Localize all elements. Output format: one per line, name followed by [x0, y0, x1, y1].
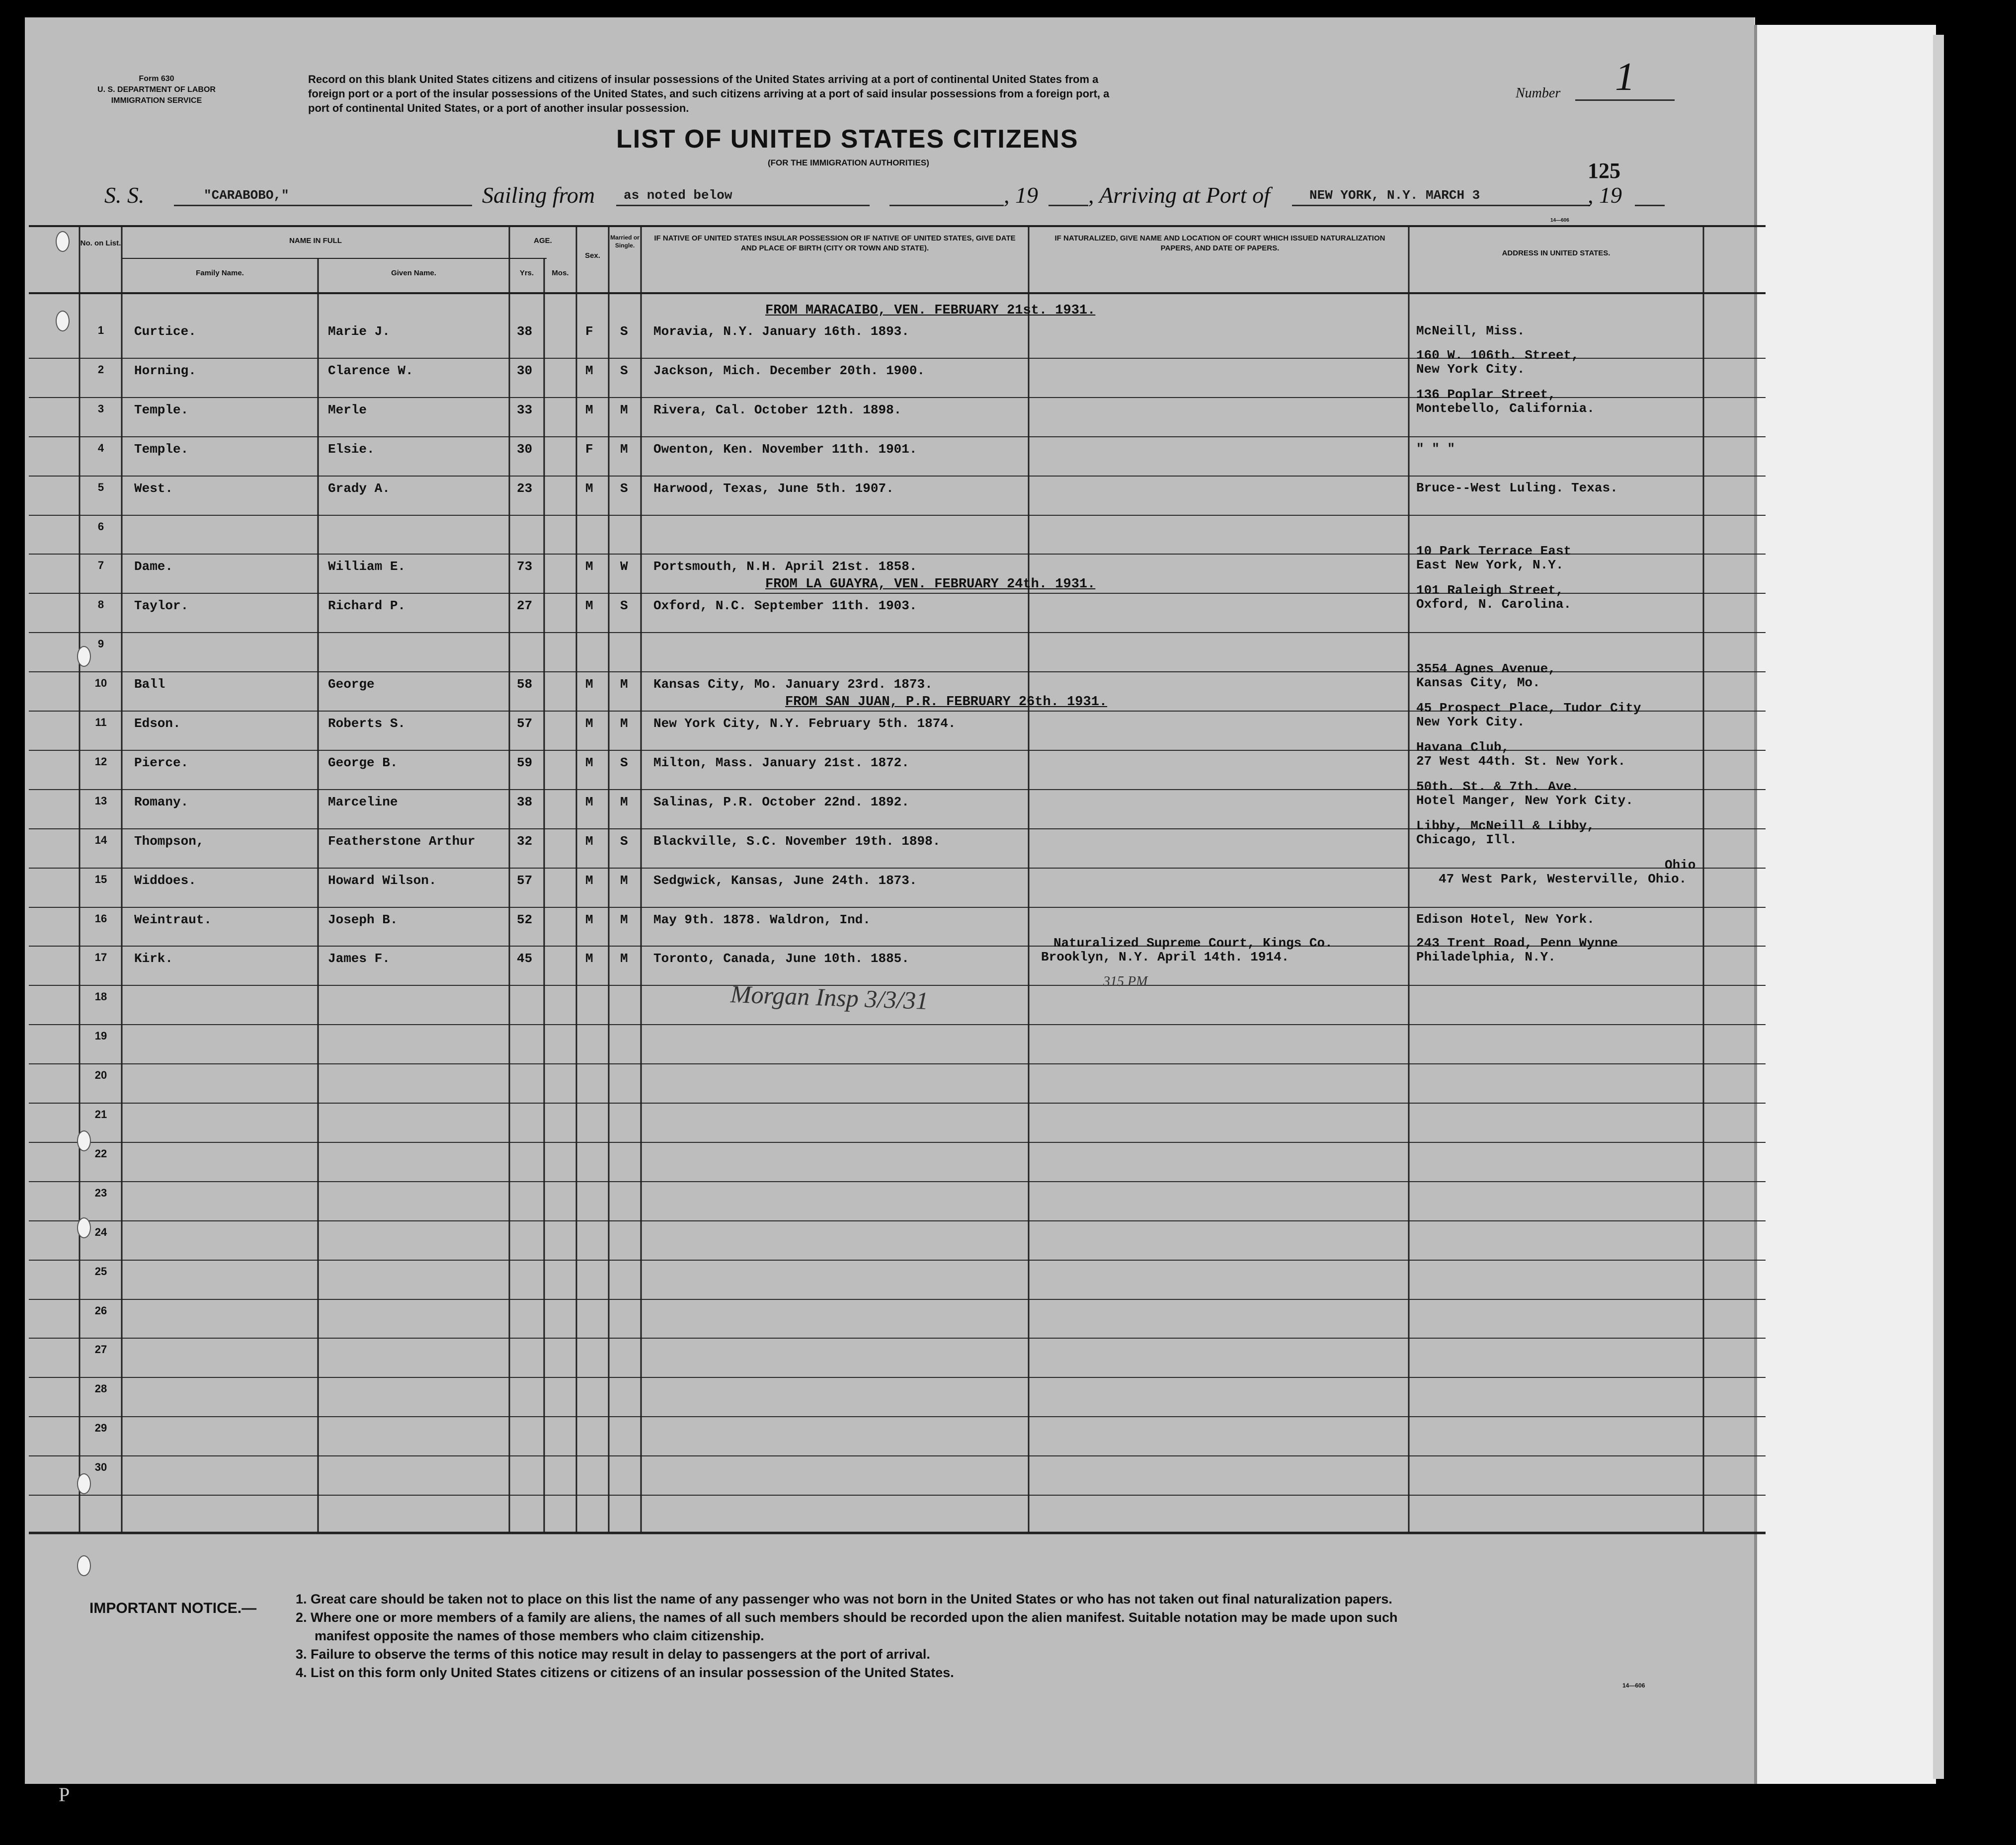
cell-family: Taylor.: [134, 598, 189, 613]
intro-line: port of continental United States, or a port of another insular possession.: [308, 102, 689, 114]
cell-given: William E.: [328, 559, 406, 574]
cell-birth: May 9th. 1878. Waldron, Ind.: [653, 912, 871, 927]
header-naturalized: IF NATURALIZED, GIVE NAME AND LOCATION OF COURT WHICH ISSUED NATURALIZATION PAPERS, AND DATE OF PAPERS.: [1054, 234, 1385, 252]
cell-family: West.: [134, 481, 173, 496]
cell-address-line2: 47 West Park, Westerville, Ohio.: [1439, 872, 1687, 886]
cell-yrs: 52: [517, 912, 533, 927]
cell-birth: Salinas, P.R. October 22nd. 1892.: [653, 795, 909, 809]
header-mos: Mos.: [552, 269, 569, 277]
row-number: 29: [94, 1422, 107, 1434]
row-number: 13: [94, 795, 107, 807]
cell-sex: M: [585, 951, 593, 966]
cell-address-line2: New York City.: [1416, 362, 1525, 377]
form-number: Form 630: [139, 75, 174, 83]
cell-ms: M: [620, 873, 628, 888]
row-number: 15: [94, 873, 107, 885]
cell-ms: S: [620, 363, 628, 378]
cell-ms: M: [620, 951, 628, 966]
cell-given: Elsie.: [328, 442, 375, 457]
header-age: AGE.: [534, 237, 552, 245]
row-number: 23: [94, 1187, 107, 1199]
row-number: 18: [94, 990, 107, 1003]
page-stamp: 125: [1588, 159, 1620, 183]
cell-ms: M: [620, 442, 628, 457]
binder-hole: [77, 1555, 91, 1576]
header-birth: IF NATIVE OF UNITED STATES INSULAR POSSESSION OR IF NATIVE OF UNITED STATES, GIVE DATE AND PLACE OF BIRTH (CITY OR TOWN AND STATE).: [654, 234, 1016, 252]
notice-item: 2. Where one or more members of a family are aliens, the names of all such members should be recorded upon the alien manifest. Suitable notation may be made upon such: [296, 1610, 1398, 1625]
ss-label: S. S.: [104, 182, 145, 208]
cell-family: Curtice.: [134, 324, 196, 339]
cell-ms: W: [620, 559, 628, 574]
cell-birth: Blackville, S.C. November 19th. 1898.: [653, 834, 941, 849]
cell-birth: Jackson, Mich. December 20th. 1900.: [653, 363, 925, 378]
year-label-1: , 19: [1004, 182, 1038, 208]
cell-birth: Harwood, Texas, June 5th. 1907.: [653, 481, 894, 496]
row-number: 20: [94, 1069, 107, 1081]
row-number: 5: [97, 481, 104, 493]
binder-hole: [56, 231, 70, 252]
printer-mark-bottom: 14—606: [1622, 1682, 1645, 1689]
cell-yrs: 38: [517, 324, 533, 339]
cell-address-line1: 136 Poplar Street,: [1416, 387, 1556, 402]
cell-family: Widdoes.: [134, 873, 196, 888]
row-number: 28: [94, 1382, 107, 1395]
row-number: 24: [94, 1226, 107, 1238]
cell-address-line2: Kansas City, Mo.: [1416, 675, 1540, 690]
cell-given: Marceline: [328, 795, 398, 809]
inspector-note: Morgan Insp 3/3/31: [730, 980, 929, 1015]
cell-sex: M: [585, 873, 593, 888]
year-label-2: , 19: [1588, 182, 1622, 208]
notice-body: [296, 1590, 1398, 1682]
cell-birth: Kansas City, Mo. January 23rd. 1873.: [653, 677, 933, 692]
department-name: U. S. DEPARTMENT OF LABOR: [97, 85, 216, 94]
row-number: 25: [94, 1265, 107, 1278]
cell-family: Pierce.: [134, 755, 189, 770]
cell-address-line2: New York City.: [1416, 715, 1525, 729]
header-family-name: Family Name.: [196, 269, 244, 277]
cell-birth: Portsmouth, N.H. April 21st. 1858.: [653, 559, 917, 574]
cell-address-line1: 3554 Agnes Avenue,: [1416, 661, 1556, 676]
cell-sex: M: [585, 912, 593, 927]
row-number: 30: [94, 1461, 107, 1473]
cell-sex: M: [585, 363, 593, 378]
row-number: 26: [94, 1304, 107, 1317]
cell-family: Edson.: [134, 716, 181, 731]
cell-address-line1: 243 Trent Road, Penn Wynne: [1416, 936, 1618, 951]
row-number: 7: [97, 559, 104, 571]
cell-sex: M: [585, 481, 593, 496]
notice-item: 3. Failure to observe the terms of this notice may result in delay to passengers at the port of arrival.: [296, 1647, 930, 1662]
cell-yrs: 23: [517, 481, 533, 496]
row-number: 21: [94, 1108, 107, 1121]
row-number: 2: [97, 363, 104, 376]
intro-line: Record on this blank United States citizens and citizens of insular possessions of the United States arriving at a port of continental United States from a: [308, 73, 1099, 85]
cell-sex: F: [585, 324, 593, 339]
inspector-time: 315 PM: [1103, 974, 1148, 989]
cell-address-line2: 27 West 44th. St. New York.: [1416, 754, 1626, 769]
cell-given: George: [328, 677, 375, 692]
cell-birth: Rivera, Cal. October 12th. 1898.: [653, 402, 902, 417]
page-subtitle: (FOR THE IMMIGRATION AUTHORITIES): [768, 158, 929, 167]
cell-family: Temple.: [134, 442, 189, 457]
header-married-single: Married or Single.: [610, 234, 640, 249]
cell-address-line1: 160 W. 106th. Street,: [1416, 348, 1579, 363]
arriving-label: , Arriving at Port of: [1088, 182, 1270, 208]
header-given-name: Given Name.: [391, 269, 436, 277]
cell-naturalization-line1: Naturalized Supreme Court, Kings Co.: [1053, 936, 1333, 951]
binder-hole: [77, 1473, 91, 1494]
cell-family: Ball: [134, 677, 165, 692]
row-number: 19: [94, 1030, 107, 1042]
port-value: NEW YORK, N.Y. MARCH 3: [1309, 188, 1480, 203]
row-number: 6: [97, 520, 104, 533]
cell-sex: F: [585, 442, 593, 457]
cell-address-line1: McNeill, Miss.: [1416, 323, 1525, 338]
cell-address-line2: Montebello, California.: [1416, 401, 1595, 416]
cell-address-line1: Havana Club,: [1416, 740, 1510, 755]
cell-ms: M: [620, 402, 628, 417]
cell-address-line1: 45 Prospect Place, Tudor City: [1416, 701, 1641, 716]
row-number: 17: [94, 951, 107, 963]
cell-given: Richard P.: [328, 598, 406, 613]
cell-yrs: 32: [517, 834, 533, 849]
list-number: 1: [1615, 55, 1635, 99]
cell-address-line1: 10 Park Terrace East: [1416, 544, 1572, 559]
cell-given: George B.: [328, 755, 398, 770]
header-no-on-list: No. on List.: [80, 239, 121, 247]
cell-yrs: 58: [517, 677, 533, 692]
cell-yrs: 27: [517, 598, 533, 613]
cell-address-line1: Bruce--West Luling. Texas.: [1416, 481, 1618, 495]
cell-given: Marie J.: [328, 324, 390, 339]
ship-name: "CARABOBO,": [204, 188, 289, 203]
row-number: 27: [94, 1343, 107, 1356]
row-number: 1: [97, 324, 104, 336]
cell-family: Horning.: [134, 363, 196, 378]
cell-yrs: 33: [517, 402, 533, 417]
cell-sex: M: [585, 834, 593, 849]
cell-birth: Sedgwick, Kansas, June 24th. 1873.: [653, 873, 917, 888]
cell-birth: Moravia, N.Y. January 16th. 1893.: [653, 324, 909, 339]
cell-sex: M: [585, 402, 593, 417]
cell-given: Joseph B.: [328, 912, 398, 927]
row-number: 10: [94, 677, 107, 689]
cell-given: Roberts S.: [328, 716, 406, 731]
corner-mark: P: [59, 1783, 70, 1806]
cell-birth: Milton, Mass. January 21st. 1872.: [653, 755, 909, 770]
printer-mark-top: 14—606: [1550, 218, 1569, 223]
cell-address-line2: East New York, N.Y.: [1416, 558, 1564, 572]
cell-sex: M: [585, 559, 593, 574]
cell-address-line1: Libby, McNeill & Libby,: [1416, 818, 1595, 833]
cell-ms: M: [620, 677, 628, 692]
notice-heading: IMPORTANT NOTICE.—: [89, 1600, 257, 1616]
notice-item: 1. Great care should be taken not to place on this list the name of any passenger who was not born in the United States or who has not taken out final naturalization papers.: [296, 1592, 1392, 1606]
row-number: 11: [95, 716, 107, 728]
row-number: 8: [97, 598, 104, 611]
cell-ms: M: [620, 912, 628, 927]
cell-yrs: 59: [517, 755, 533, 770]
cell-sex: M: [585, 677, 593, 692]
row-number: 9: [97, 638, 104, 650]
cell-family: Weintraut.: [134, 912, 212, 927]
header-yrs: Yrs.: [519, 269, 534, 277]
cell-ms: S: [620, 598, 628, 613]
cell-yrs: 45: [517, 951, 533, 966]
cell-birth: Toronto, Canada, June 10th. 1885.: [653, 951, 909, 966]
binder-hole: [77, 646, 91, 667]
cell-sex: M: [585, 716, 593, 731]
cell-address-line1: 101 Raleigh Street,: [1416, 583, 1564, 598]
cell-ms: M: [620, 795, 628, 809]
cell-ms: S: [620, 834, 628, 849]
cell-sex: M: [585, 795, 593, 809]
cell-ms: S: [620, 481, 628, 496]
cell-family: Temple.: [134, 402, 189, 417]
cell-birth: Oxford, N.C. September 11th. 1903.: [653, 598, 917, 613]
cell-sex: M: [585, 598, 593, 613]
sailing-label: Sailing from: [482, 182, 595, 208]
row-number: 22: [94, 1147, 107, 1160]
cell-naturalization-line2: Brooklyn, N.Y. April 14th. 1914.: [1041, 950, 1290, 964]
cell-address-line2: Oxford, N. Carolina.: [1416, 597, 1572, 612]
cell-family: Kirk.: [134, 951, 173, 966]
number-label: Number: [1516, 85, 1561, 101]
cell-yrs: 57: [517, 873, 533, 888]
cell-sex: M: [585, 755, 593, 770]
intro-line: foreign port or a port of the insular possessions of the United States, and such citizens arriving at a port of said insular possessions from a foreign port, a: [308, 87, 1110, 100]
cell-given: Howard Wilson.: [328, 873, 437, 888]
cell-yrs: 38: [517, 795, 533, 809]
header-address: ADDRESS IN UNITED STATES.: [1502, 249, 1611, 257]
cell-address-line1: Ohio: [1665, 858, 1696, 873]
cell-family: Dame.: [134, 559, 173, 574]
cell-given: Clarence W.: [328, 363, 413, 378]
section-heading: FROM SAN JUAN, P.R. FEBRUARY 26th. 1931.: [785, 695, 1108, 710]
page-title: LIST OF UNITED STATES CITIZENS: [616, 125, 1079, 154]
row-number: 16: [94, 912, 107, 925]
cell-yrs: 57: [517, 716, 533, 731]
row-number: 3: [97, 402, 104, 415]
cell-given: Featherstone Arthur: [328, 834, 476, 849]
notice-item: manifest opposite the names of those members who claim citizenship.: [315, 1628, 764, 1643]
row-number: 14: [94, 834, 107, 846]
binder-hole: [77, 1130, 91, 1151]
cell-yrs: 30: [517, 363, 533, 378]
cell-family: Thompson,: [134, 834, 204, 849]
cell-given: James F.: [328, 951, 390, 966]
cell-ms: S: [620, 324, 628, 339]
row-number: 12: [94, 755, 107, 768]
cell-address-line1: " " ": [1416, 441, 1455, 456]
sailing-value: as noted below: [624, 188, 732, 203]
service-name: IMMIGRATION SERVICE: [111, 96, 202, 105]
section-heading: FROM LA GUAYRA, VEN. FEBRUARY 24th. 1931.: [765, 577, 1096, 592]
notice-item: 4. List on this form only United States citizens or citizens of an insular possession of the United States.: [296, 1665, 954, 1680]
cell-birth: Owenton, Ken. November 11th. 1901.: [653, 442, 917, 457]
binder-hole: [56, 311, 70, 331]
cell-ms: M: [620, 716, 628, 731]
header-sex: Sex.: [585, 251, 600, 260]
cell-birth: New York City, N.Y. February 5th. 1874.: [653, 716, 956, 731]
cell-address-line2: Chicago, Ill.: [1416, 832, 1517, 847]
cell-family: Romany.: [134, 795, 189, 809]
cell-ms: S: [620, 755, 628, 770]
header-name-in-full: NAME IN FULL: [289, 237, 342, 245]
section-heading: FROM MARACAIBO, VEN. FEBRUARY 21st. 1931.: [765, 303, 1096, 318]
cell-address-line1: 50th. St. & 7th. Ave.: [1416, 779, 1579, 794]
cell-address-line1: Edison Hotel, New York.: [1416, 912, 1595, 927]
cell-address-line2: Hotel Manger, New York City.: [1416, 793, 1633, 808]
row-number: 4: [97, 442, 104, 454]
cell-given: Grady A.: [328, 481, 390, 496]
cell-yrs: 73: [517, 559, 533, 574]
binder-hole: [77, 1217, 91, 1238]
cell-yrs: 30: [517, 442, 533, 457]
cell-address-line2: Philadelphia, N.Y.: [1416, 950, 1556, 964]
cell-given: Merle: [328, 402, 367, 417]
